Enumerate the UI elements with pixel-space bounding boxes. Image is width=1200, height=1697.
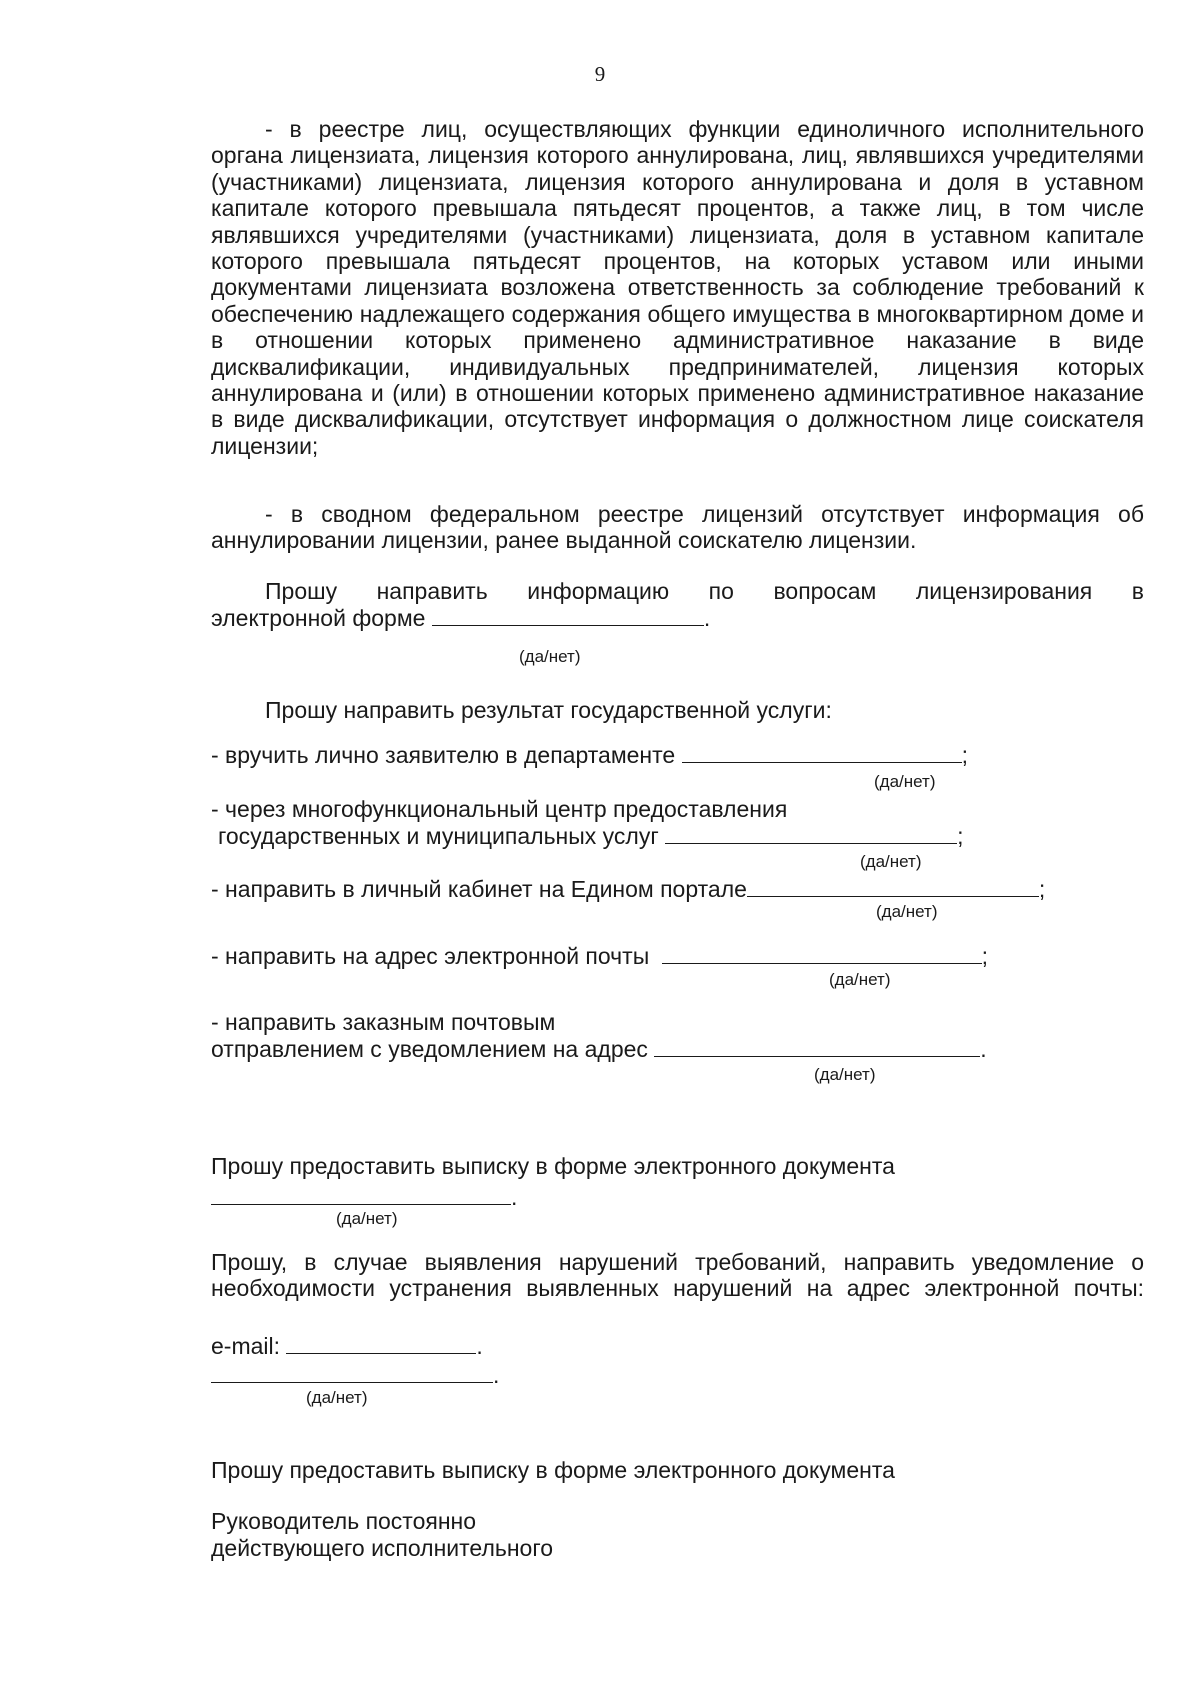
- result-email: [211, 943, 988, 969]
- signature-line1: Руководитель постоянно: [211, 1508, 477, 1534]
- in-person-label: - вручить лично заявителю в департаменте: [211, 742, 676, 768]
- paragraph-federal-registry: - в сводном федеральном реестре лицензий отсутствует информация об аннулировании лицензии, ранее выданной соискателю лицензии.: [211, 501, 1144, 554]
- violations-email-field[interactable]: [286, 1333, 476, 1354]
- violations-text: Прошу, в случае выявления нарушений требований, направить уведомление о необходимости устранения выявленных нарушений на адрес электронной почты:: [211, 1249, 1144, 1302]
- result-heading: Прошу направить результат государственной услуги:: [265, 697, 832, 723]
- violations-email-label: e-mail:: [211, 1333, 281, 1359]
- email-hint: (да/нет): [829, 970, 891, 989]
- semicolon: ;: [961, 742, 968, 768]
- extract1-text: Прошу предоставить выписку в форме электронного документа: [211, 1153, 895, 1179]
- violations-email-line: [211, 1333, 483, 1359]
- request-info-label: электронной форме: [211, 605, 426, 631]
- signature-line2: действующего исполнительного: [211, 1535, 554, 1561]
- request-info-line2: [211, 605, 710, 631]
- request-info-hint: (да/нет): [519, 647, 581, 666]
- in-person-field[interactable]: [682, 742, 962, 763]
- mfc-line1: - через многофункциональный центр предоставления: [211, 796, 788, 822]
- period: .: [476, 1333, 483, 1359]
- result-portal: [211, 876, 1045, 902]
- extract2-text: Прошу предоставить выписку в форме электронного документа: [211, 1457, 895, 1483]
- paragraph-registry: - в реестре лиц, осуществляющих функции единоличного исполнительного органа лицензиата, лицензия которого аннулирована, лиц, являвшихся учредителями (участниками) лицензиата, лицензия которого аннулирована и доля в уставном капитале которого превышала пятьдесят процентов, а также лиц, в том числе являвшихся учредителями (участниками) лицензиата, доля в уставном капитале которого превышала пятьдесят процентов, на которых уставом или иными документами лицензиата возложена ответственность за соблюдение требований к обеспечению надлежащего содержания общего имущества в многоквартирном доме и в отношении которых применено административное наказание в виде дисквалификации, индивидуальных предпринимателей, лицензия которых аннулирована и (или) в отношении которых применено административное наказание в виде дисквалификации, отсутствует информация о должностном лице соискателя лицензии;: [211, 116, 1144, 459]
- semicolon: ;: [957, 823, 964, 849]
- extract1-field[interactable]: [211, 1184, 511, 1205]
- mail-line1: - направить заказным почтовым: [211, 1009, 556, 1035]
- violations-hint: (да/нет): [306, 1388, 368, 1407]
- period: .: [511, 1184, 518, 1210]
- period: .: [980, 1036, 987, 1062]
- mail-hint: (да/нет): [814, 1065, 876, 1084]
- mfc-label: государственных и муниципальных услуг: [218, 823, 659, 849]
- request-info-line1: Прошу направить информацию по вопросам лицензирования в: [265, 578, 1144, 604]
- mail-label: отправлением с уведомлением на адрес: [211, 1036, 648, 1062]
- semicolon: ;: [1038, 876, 1046, 902]
- mail-field[interactable]: [654, 1036, 980, 1057]
- request-info-field[interactable]: [432, 605, 704, 626]
- email-label: - направить на адрес электронной почты: [211, 943, 650, 969]
- result-in-person: [211, 742, 968, 768]
- period: .: [703, 605, 711, 631]
- page-number: 9: [594, 62, 606, 86]
- extract1-hint: (да/нет): [336, 1209, 398, 1228]
- email-field[interactable]: [662, 943, 982, 964]
- mfc-field[interactable]: [665, 823, 957, 844]
- violations-yesno-line: [211, 1362, 499, 1388]
- mfc-hint: (да/нет): [860, 852, 922, 871]
- mail-line2: [211, 1036, 987, 1062]
- extract1-line: [211, 1184, 517, 1210]
- semicolon: ;: [981, 943, 989, 969]
- portal-hint: (да/нет): [876, 902, 938, 921]
- portal-label: - направить в личный кабинет на Едином портале: [211, 876, 747, 902]
- portal-field[interactable]: [747, 876, 1039, 897]
- in-person-hint: (да/нет): [874, 772, 936, 791]
- period: .: [493, 1362, 500, 1388]
- violations-yesno-field[interactable]: [211, 1362, 493, 1383]
- mfc-line2: [218, 823, 964, 849]
